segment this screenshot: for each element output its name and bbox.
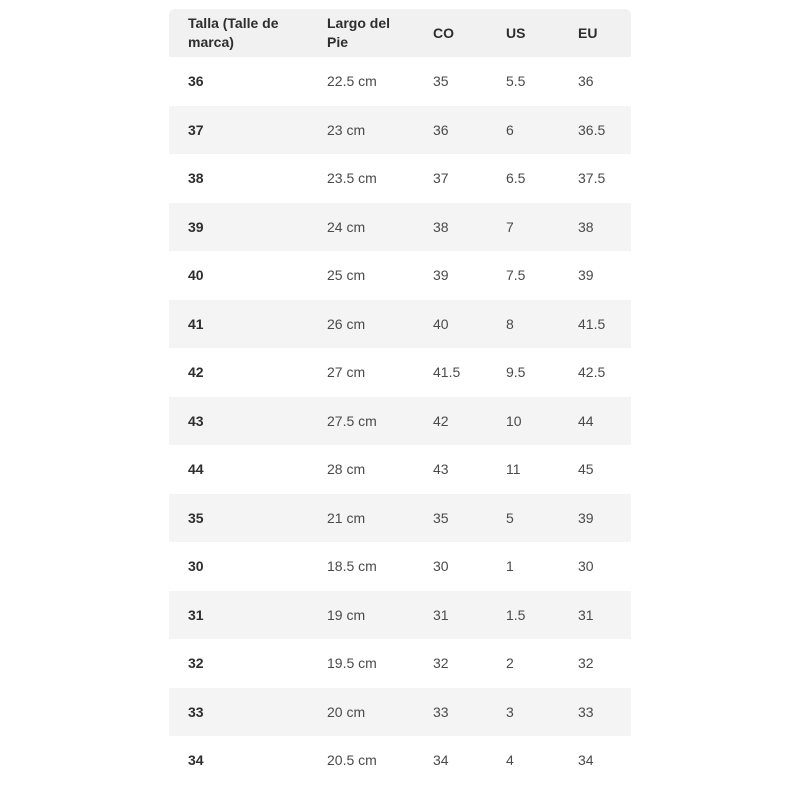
- cell-talla: 30: [188, 558, 204, 575]
- cell-talla: 36: [188, 73, 204, 90]
- cell-us: 6: [487, 106, 559, 155]
- header-talla: Talla (Talle de marca): [169, 9, 308, 57]
- table-row: [169, 494, 631, 543]
- table-header: [169, 9, 631, 57]
- cell-talla: 32: [188, 655, 204, 672]
- cell-co: 32: [433, 655, 449, 672]
- cell-us: 7: [487, 203, 559, 252]
- header-row: [169, 9, 631, 57]
- cell-co: 39: [433, 267, 449, 284]
- cell-eu: 30: [578, 558, 594, 575]
- cell-co: 35: [433, 73, 449, 90]
- table-row: [169, 348, 631, 397]
- cell-co: 38: [414, 203, 487, 252]
- cell-largo-del-pie: 28 cm: [327, 461, 366, 478]
- cell-largo-del-pie: 23.5 cm: [327, 170, 377, 187]
- header-co: CO: [414, 9, 487, 57]
- table-row: [169, 154, 631, 203]
- cell-eu: 42.5: [578, 364, 606, 381]
- cell-talla: 38: [188, 170, 204, 187]
- cell-eu: 45: [578, 461, 594, 478]
- cell-co: 35: [414, 494, 487, 543]
- table-row: [169, 736, 631, 785]
- header-eu: EU: [559, 9, 631, 57]
- table-row: [169, 542, 631, 591]
- cell-eu: 38: [559, 203, 631, 252]
- cell-co: 34: [433, 752, 449, 769]
- table-row: [169, 688, 631, 737]
- cell-us: 6.5: [506, 170, 526, 187]
- cell-largo-del-pie: 26 cm: [308, 300, 414, 349]
- cell-co: 33: [414, 688, 487, 737]
- cell-largo-del-pie: 19.5 cm: [327, 655, 377, 672]
- cell-us: 1.5: [487, 591, 559, 640]
- table-row: [169, 57, 631, 106]
- cell-us: 2: [506, 655, 514, 672]
- cell-co: 30: [433, 558, 449, 575]
- cell-talla: 41: [169, 300, 308, 349]
- cell-us: 1: [506, 558, 514, 575]
- cell-talla: 43: [169, 397, 308, 446]
- cell-us: 9.5: [506, 364, 526, 381]
- cell-largo-del-pie: 21 cm: [308, 494, 414, 543]
- cell-talla: 42: [188, 364, 204, 381]
- table-row: [169, 300, 631, 349]
- cell-us: 8: [487, 300, 559, 349]
- cell-talla: 33: [169, 688, 308, 737]
- cell-talla: 37: [169, 106, 308, 155]
- cell-largo-del-pie: 25 cm: [327, 267, 366, 284]
- header-largo-del-pie: Largo del Pie: [308, 9, 414, 57]
- cell-us: 5: [487, 494, 559, 543]
- cell-us: 11: [506, 461, 521, 478]
- cell-eu: 36: [578, 73, 594, 90]
- cell-eu: 37.5: [578, 170, 606, 187]
- cell-largo-del-pie: 18.5 cm: [327, 558, 377, 575]
- header-us: US: [487, 9, 559, 57]
- cell-us: 3: [487, 688, 559, 737]
- cell-co: 40: [414, 300, 487, 349]
- table-row: [169, 639, 631, 688]
- cell-talla: 44: [188, 461, 204, 478]
- cell-co: 42: [414, 397, 487, 446]
- table-body: [169, 57, 631, 785]
- cell-us: 7.5: [506, 267, 526, 284]
- cell-talla: 31: [169, 591, 308, 640]
- cell-largo-del-pie: 23 cm: [308, 106, 414, 155]
- cell-eu: 36.5: [559, 106, 631, 155]
- cell-eu: 33: [559, 688, 631, 737]
- cell-talla: 39: [169, 203, 308, 252]
- cell-co: 43: [433, 461, 449, 478]
- cell-eu: 41.5: [559, 300, 631, 349]
- cell-talla: 35: [169, 494, 308, 543]
- cell-us: 4: [506, 752, 514, 769]
- table-row: [169, 591, 631, 640]
- cell-largo-del-pie: 27.5 cm: [308, 397, 414, 446]
- size-chart-table: [169, 9, 631, 785]
- cell-eu: 39: [559, 494, 631, 543]
- cell-us: 10: [487, 397, 559, 446]
- table-row: [169, 106, 631, 155]
- cell-largo-del-pie: 20.5 cm: [327, 752, 377, 769]
- table-row: [169, 445, 631, 494]
- cell-talla: 34: [188, 752, 204, 769]
- cell-us: 5.5: [506, 73, 526, 90]
- cell-eu: 31: [559, 591, 631, 640]
- cell-co: 37: [433, 170, 449, 187]
- cell-eu: 44: [559, 397, 631, 446]
- table-row: [169, 397, 631, 446]
- cell-eu: 34: [578, 752, 594, 769]
- table-row: [169, 251, 631, 300]
- cell-eu: 32: [578, 655, 594, 672]
- cell-co: 31: [414, 591, 487, 640]
- cell-largo-del-pie: 20 cm: [308, 688, 414, 737]
- cell-largo-del-pie: 22.5 cm: [327, 73, 377, 90]
- cell-largo-del-pie: 27 cm: [327, 364, 366, 381]
- cell-eu: 39: [578, 267, 594, 284]
- table-row: [169, 203, 631, 252]
- cell-largo-del-pie: 24 cm: [308, 203, 414, 252]
- cell-talla: 40: [188, 267, 204, 284]
- cell-co: 41.5: [433, 364, 461, 381]
- cell-largo-del-pie: 19 cm: [308, 591, 414, 640]
- cell-co: 36: [414, 106, 487, 155]
